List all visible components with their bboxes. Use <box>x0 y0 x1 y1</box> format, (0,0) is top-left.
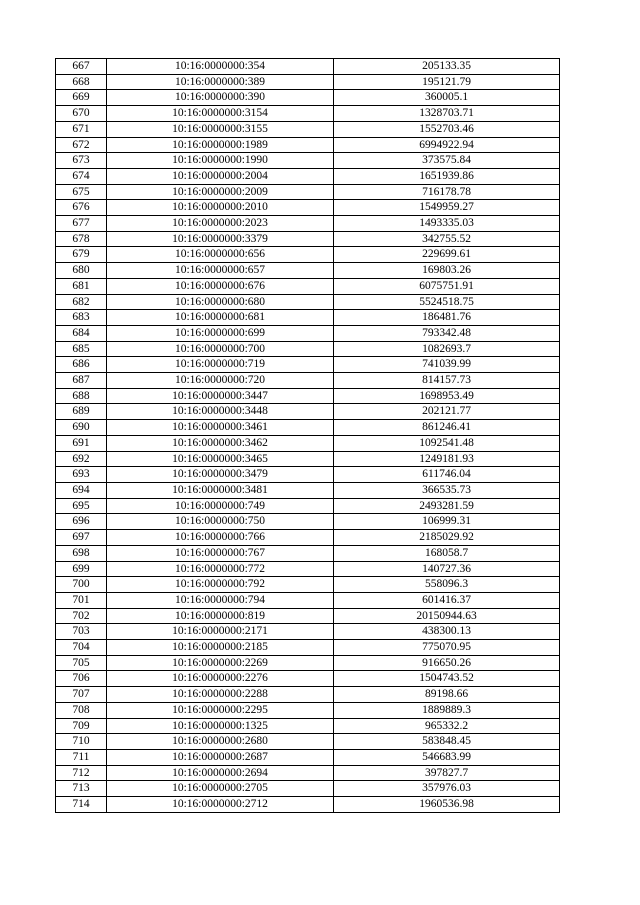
row-number-cell: 677 <box>56 216 107 232</box>
table-body <box>56 59 560 813</box>
row-number-cell: 708 <box>56 702 107 718</box>
row-number-cell: 712 <box>56 765 107 781</box>
area-value-cell: 965332.2 <box>334 718 560 734</box>
row-number-cell: 703 <box>56 624 107 640</box>
table-row <box>56 451 560 467</box>
table-row <box>56 498 560 514</box>
cadastral-number-cell: 10:16:0000000:794 <box>107 592 334 608</box>
document-page <box>55 58 560 813</box>
row-number-cell: 681 <box>56 278 107 294</box>
cadastral-number-cell: 10:16:0000000:3481 <box>107 482 334 498</box>
cadastral-number-cell: 10:16:0000000:1989 <box>107 137 334 153</box>
table-row <box>56 325 560 341</box>
row-number-cell: 675 <box>56 184 107 200</box>
cadastral-number-cell: 10:16:0000000:2185 <box>107 640 334 656</box>
cadastral-number-cell: 10:16:0000000:2687 <box>107 749 334 765</box>
table-row <box>56 184 560 200</box>
area-value-cell: 205133.35 <box>334 59 560 75</box>
table-row <box>56 404 560 420</box>
table-row <box>56 388 560 404</box>
table-row <box>56 514 560 530</box>
row-number-cell: 669 <box>56 90 107 106</box>
row-number-cell: 690 <box>56 420 107 436</box>
cadastral-number-cell: 10:16:0000000:2712 <box>107 797 334 813</box>
table-row <box>56 278 560 294</box>
row-number-cell: 707 <box>56 687 107 703</box>
table-row <box>56 341 560 357</box>
cadastral-number-cell: 10:16:0000000:2694 <box>107 765 334 781</box>
row-number-cell: 695 <box>56 498 107 514</box>
area-value-cell: 106999.31 <box>334 514 560 530</box>
cadastral-number-cell: 10:16:0000000:2010 <box>107 200 334 216</box>
table-row <box>56 137 560 153</box>
row-number-cell: 693 <box>56 467 107 483</box>
cadastral-number-cell: 10:16:0000000:354 <box>107 59 334 75</box>
row-number-cell: 668 <box>56 74 107 90</box>
table-row <box>56 74 560 90</box>
table-row <box>56 420 560 436</box>
area-value-cell: 601416.37 <box>334 592 560 608</box>
cadastral-number-cell: 10:16:0000000:389 <box>107 74 334 90</box>
table-row <box>56 216 560 232</box>
cadastral-number-cell: 10:16:0000000:3155 <box>107 121 334 137</box>
area-value-cell: 202121.77 <box>334 404 560 420</box>
table-row <box>56 687 560 703</box>
table-row <box>56 671 560 687</box>
cadastral-number-cell: 10:16:0000000:2171 <box>107 624 334 640</box>
cadastral-number-cell: 10:16:0000000:750 <box>107 514 334 530</box>
table-row <box>56 781 560 797</box>
table-row <box>56 153 560 169</box>
area-value-cell: 5524518.75 <box>334 294 560 310</box>
row-number-cell: 711 <box>56 749 107 765</box>
area-value-cell: 1328703.71 <box>334 106 560 122</box>
area-value-cell: 814157.73 <box>334 373 560 389</box>
cadastral-number-cell: 10:16:0000000:1990 <box>107 153 334 169</box>
row-number-cell: 674 <box>56 168 107 184</box>
row-number-cell: 667 <box>56 59 107 75</box>
cadastral-number-cell: 10:16:0000000:792 <box>107 577 334 593</box>
table-row <box>56 373 560 389</box>
row-number-cell: 672 <box>56 137 107 153</box>
row-number-cell: 684 <box>56 325 107 341</box>
cadastral-number-cell: 10:16:0000000:656 <box>107 247 334 263</box>
area-value-cell: 861246.41 <box>334 420 560 436</box>
cadastral-number-cell: 10:16:0000000:3461 <box>107 420 334 436</box>
row-number-cell: 705 <box>56 655 107 671</box>
row-number-cell: 680 <box>56 263 107 279</box>
row-number-cell: 696 <box>56 514 107 530</box>
area-value-cell: 1092541.48 <box>334 435 560 451</box>
table-row <box>56 592 560 608</box>
table-row <box>56 608 560 624</box>
area-value-cell: 1889889.3 <box>334 702 560 718</box>
table-row <box>56 797 560 813</box>
row-number-cell: 686 <box>56 357 107 373</box>
row-number-cell: 702 <box>56 608 107 624</box>
cadastral-number-cell: 10:16:0000000:2009 <box>107 184 334 200</box>
area-value-cell: 373575.84 <box>334 153 560 169</box>
row-number-cell: 714 <box>56 797 107 813</box>
area-value-cell: 2493281.59 <box>334 498 560 514</box>
area-value-cell: 1549959.27 <box>334 200 560 216</box>
area-value-cell: 438300.13 <box>334 624 560 640</box>
cadastral-number-cell: 10:16:0000000:2269 <box>107 655 334 671</box>
row-number-cell: 682 <box>56 294 107 310</box>
cadastral-number-cell: 10:16:0000000:749 <box>107 498 334 514</box>
row-number-cell: 698 <box>56 545 107 561</box>
area-value-cell: 916650.26 <box>334 655 560 671</box>
area-value-cell: 140727.36 <box>334 561 560 577</box>
cadastral-number-cell: 10:16:0000000:681 <box>107 310 334 326</box>
area-value-cell: 611746.04 <box>334 467 560 483</box>
cadastral-number-cell: 10:16:0000000:3462 <box>107 435 334 451</box>
table-row <box>56 106 560 122</box>
area-value-cell: 20150944.63 <box>334 608 560 624</box>
row-number-cell: 688 <box>56 388 107 404</box>
table-row <box>56 545 560 561</box>
row-number-cell: 691 <box>56 435 107 451</box>
row-number-cell: 678 <box>56 231 107 247</box>
area-value-cell: 168058.7 <box>334 545 560 561</box>
area-value-cell: 1504743.52 <box>334 671 560 687</box>
area-value-cell: 195121.79 <box>334 74 560 90</box>
area-value-cell: 169803.26 <box>334 263 560 279</box>
cadastral-number-cell: 10:16:0000000:2295 <box>107 702 334 718</box>
table-row <box>56 294 560 310</box>
row-number-cell: 709 <box>56 718 107 734</box>
cadastral-number-cell: 10:16:0000000:1325 <box>107 718 334 734</box>
cadastral-number-cell: 10:16:0000000:2288 <box>107 687 334 703</box>
cadastral-number-cell: 10:16:0000000:390 <box>107 90 334 106</box>
row-number-cell: 679 <box>56 247 107 263</box>
row-number-cell: 676 <box>56 200 107 216</box>
area-value-cell: 793342.48 <box>334 325 560 341</box>
cadastral-number-cell: 10:16:0000000:767 <box>107 545 334 561</box>
cadastral-number-cell: 10:16:0000000:2023 <box>107 216 334 232</box>
table-row <box>56 59 560 75</box>
table-row <box>56 702 560 718</box>
table-row <box>56 718 560 734</box>
table-row <box>56 467 560 483</box>
table-row <box>56 765 560 781</box>
cadastral-number-cell: 10:16:0000000:766 <box>107 530 334 546</box>
cadastral-number-cell: 10:16:0000000:772 <box>107 561 334 577</box>
cadastral-number-cell: 10:16:0000000:720 <box>107 373 334 389</box>
row-number-cell: 699 <box>56 561 107 577</box>
table-row <box>56 121 560 137</box>
row-number-cell: 710 <box>56 734 107 750</box>
cadastral-number-cell: 10:16:0000000:2276 <box>107 671 334 687</box>
cadastral-number-cell: 10:16:0000000:2705 <box>107 781 334 797</box>
table-row <box>56 231 560 247</box>
table-row <box>56 90 560 106</box>
row-number-cell: 692 <box>56 451 107 467</box>
row-number-cell: 706 <box>56 671 107 687</box>
cadastral-number-cell: 10:16:0000000:2680 <box>107 734 334 750</box>
area-value-cell: 397827.7 <box>334 765 560 781</box>
area-value-cell: 1493335.03 <box>334 216 560 232</box>
table-row <box>56 655 560 671</box>
area-value-cell: 366535.73 <box>334 482 560 498</box>
area-value-cell: 6994922.94 <box>334 137 560 153</box>
cadastral-number-cell: 10:16:0000000:680 <box>107 294 334 310</box>
area-value-cell: 775070.95 <box>334 640 560 656</box>
row-number-cell: 671 <box>56 121 107 137</box>
row-number-cell: 704 <box>56 640 107 656</box>
row-number-cell: 670 <box>56 106 107 122</box>
row-number-cell: 687 <box>56 373 107 389</box>
row-number-cell: 689 <box>56 404 107 420</box>
table-row <box>56 435 560 451</box>
cadastral-number-cell: 10:16:0000000:719 <box>107 357 334 373</box>
parcel-table <box>55 58 560 813</box>
cadastral-number-cell: 10:16:0000000:3447 <box>107 388 334 404</box>
cadastral-number-cell: 10:16:0000000:3448 <box>107 404 334 420</box>
area-value-cell: 741039.99 <box>334 357 560 373</box>
row-number-cell: 713 <box>56 781 107 797</box>
table-row <box>56 640 560 656</box>
row-number-cell: 700 <box>56 577 107 593</box>
table-row <box>56 530 560 546</box>
cadastral-number-cell: 10:16:0000000:700 <box>107 341 334 357</box>
table-row <box>56 200 560 216</box>
table-row <box>56 561 560 577</box>
area-value-cell: 1651939.86 <box>334 168 560 184</box>
table-row <box>56 734 560 750</box>
area-value-cell: 357976.03 <box>334 781 560 797</box>
row-number-cell: 685 <box>56 341 107 357</box>
cadastral-number-cell: 10:16:0000000:676 <box>107 278 334 294</box>
row-number-cell: 683 <box>56 310 107 326</box>
table-row <box>56 247 560 263</box>
cadastral-number-cell: 10:16:0000000:819 <box>107 608 334 624</box>
area-value-cell: 229699.61 <box>334 247 560 263</box>
row-number-cell: 701 <box>56 592 107 608</box>
area-value-cell: 583848.45 <box>334 734 560 750</box>
area-value-cell: 186481.76 <box>334 310 560 326</box>
area-value-cell: 6075751.91 <box>334 278 560 294</box>
cadastral-number-cell: 10:16:0000000:3479 <box>107 467 334 483</box>
cadastral-number-cell: 10:16:0000000:699 <box>107 325 334 341</box>
table-row <box>56 357 560 373</box>
area-value-cell: 1698953.49 <box>334 388 560 404</box>
table-row <box>56 482 560 498</box>
table-row <box>56 310 560 326</box>
table-row <box>56 577 560 593</box>
table-row <box>56 168 560 184</box>
row-number-cell: 694 <box>56 482 107 498</box>
row-number-cell: 673 <box>56 153 107 169</box>
cadastral-number-cell: 10:16:0000000:3465 <box>107 451 334 467</box>
table-row <box>56 624 560 640</box>
table-row <box>56 749 560 765</box>
area-value-cell: 89198.66 <box>334 687 560 703</box>
area-value-cell: 1960536.98 <box>334 797 560 813</box>
area-value-cell: 360005.1 <box>334 90 560 106</box>
area-value-cell: 1552703.46 <box>334 121 560 137</box>
area-value-cell: 716178.78 <box>334 184 560 200</box>
area-value-cell: 1249181.93 <box>334 451 560 467</box>
area-value-cell: 546683.99 <box>334 749 560 765</box>
area-value-cell: 342755.52 <box>334 231 560 247</box>
cadastral-number-cell: 10:16:0000000:3154 <box>107 106 334 122</box>
table-row <box>56 263 560 279</box>
area-value-cell: 2185029.92 <box>334 530 560 546</box>
cadastral-number-cell: 10:16:0000000:657 <box>107 263 334 279</box>
area-value-cell: 1082693.7 <box>334 341 560 357</box>
cadastral-number-cell: 10:16:0000000:3379 <box>107 231 334 247</box>
row-number-cell: 697 <box>56 530 107 546</box>
area-value-cell: 558096.3 <box>334 577 560 593</box>
cadastral-number-cell: 10:16:0000000:2004 <box>107 168 334 184</box>
